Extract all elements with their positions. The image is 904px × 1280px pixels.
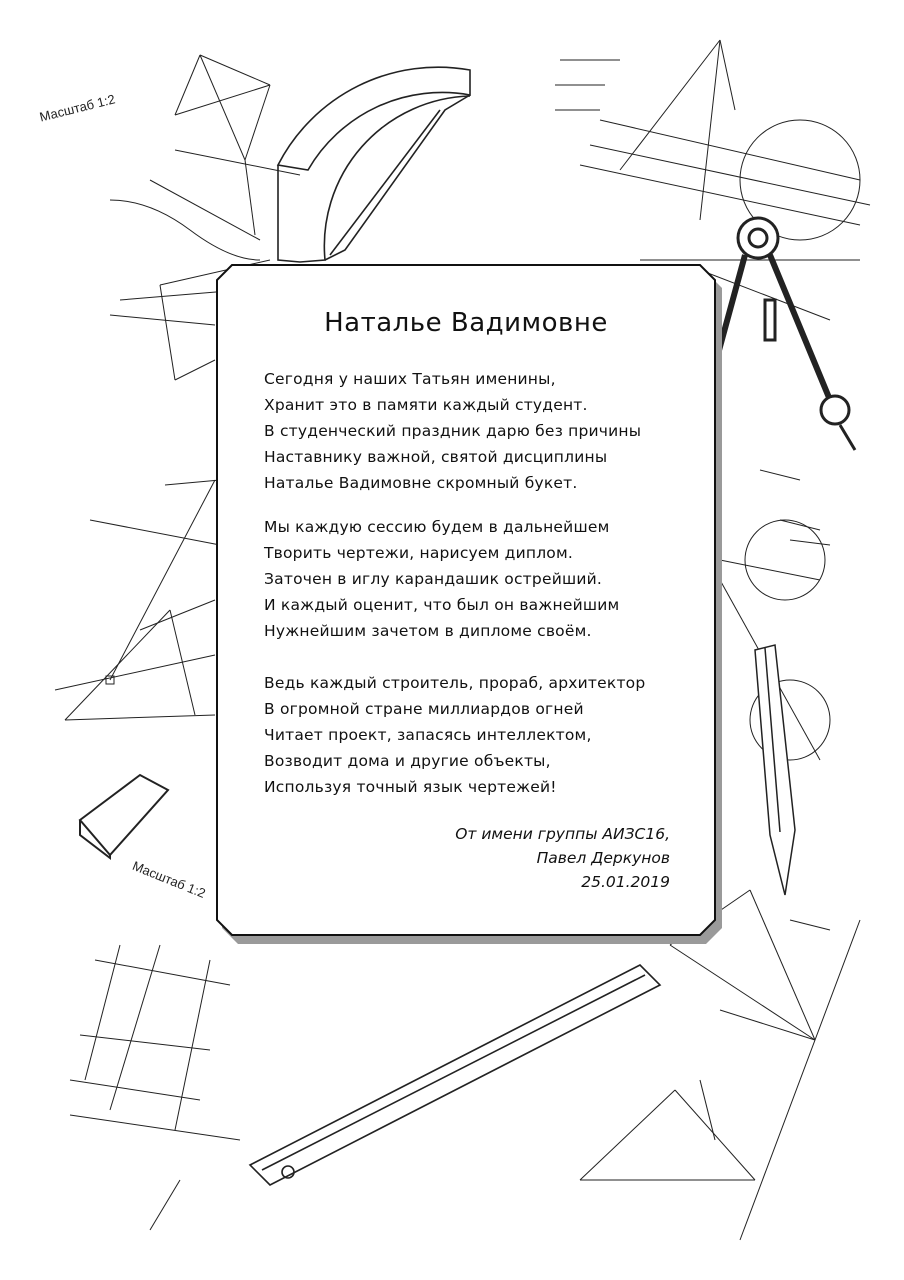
poem-line: Хранит это в памяти каждый студент. — [264, 396, 588, 414]
poem-line: Нужнейшим зачетом в дипломе своём. — [264, 622, 592, 640]
signature-date: 25.01.2019 — [581, 873, 670, 891]
signature — [455, 822, 670, 894]
poem-line: Заточен в иглу карандашик острейший. — [264, 570, 603, 588]
poem-line: Наставнику важной, святой дисциплины — [264, 448, 608, 466]
poem-line: Читает проект, запасясь интеллектом, — [264, 726, 592, 744]
poem-line: Ведь каждый строитель, прораб, архитектор — [264, 674, 646, 692]
poem-line: Наталье Вадимовне скромный букет. — [264, 474, 578, 492]
eraser — [80, 775, 168, 858]
poem-stanza — [264, 670, 704, 800]
poem-line: В огромной стране миллиардов огней — [264, 700, 584, 718]
construction-lines-left — [55, 480, 220, 720]
signature-group: От имени группы АИЗС16, — [455, 825, 670, 843]
construction-lines-bottom-left — [70, 945, 240, 1230]
poem-stanza — [264, 366, 704, 496]
poem-line: В студенческий праздник дарю без причины — [264, 422, 642, 440]
pencil — [755, 645, 795, 895]
ruler — [250, 965, 660, 1185]
signature-author: Павел Деркунов — [536, 849, 670, 867]
poem-line: Используя точный язык чертежей! — [264, 778, 557, 796]
compass — [700, 218, 855, 460]
poem-stanza — [264, 514, 704, 644]
card-content — [216, 264, 716, 936]
poem-line: Возводит дома и другие объекты, — [264, 752, 551, 770]
protractor — [278, 67, 470, 262]
poem-line: Мы каждую сессию будем в дальнейшем — [264, 518, 610, 536]
scale-label: Масштаб 1:2 — [38, 91, 117, 125]
poem-line: И каждый оценит, что был он важнейшим — [264, 596, 620, 614]
scale-label: Масштаб 1:2 — [130, 858, 208, 901]
poem-line: Сегодня у наших Татьян именины, — [264, 370, 556, 388]
poem-line: Творить чертежи, нарисуем диплом. — [264, 544, 574, 562]
card-title: Наталье Вадимовне — [324, 308, 608, 338]
